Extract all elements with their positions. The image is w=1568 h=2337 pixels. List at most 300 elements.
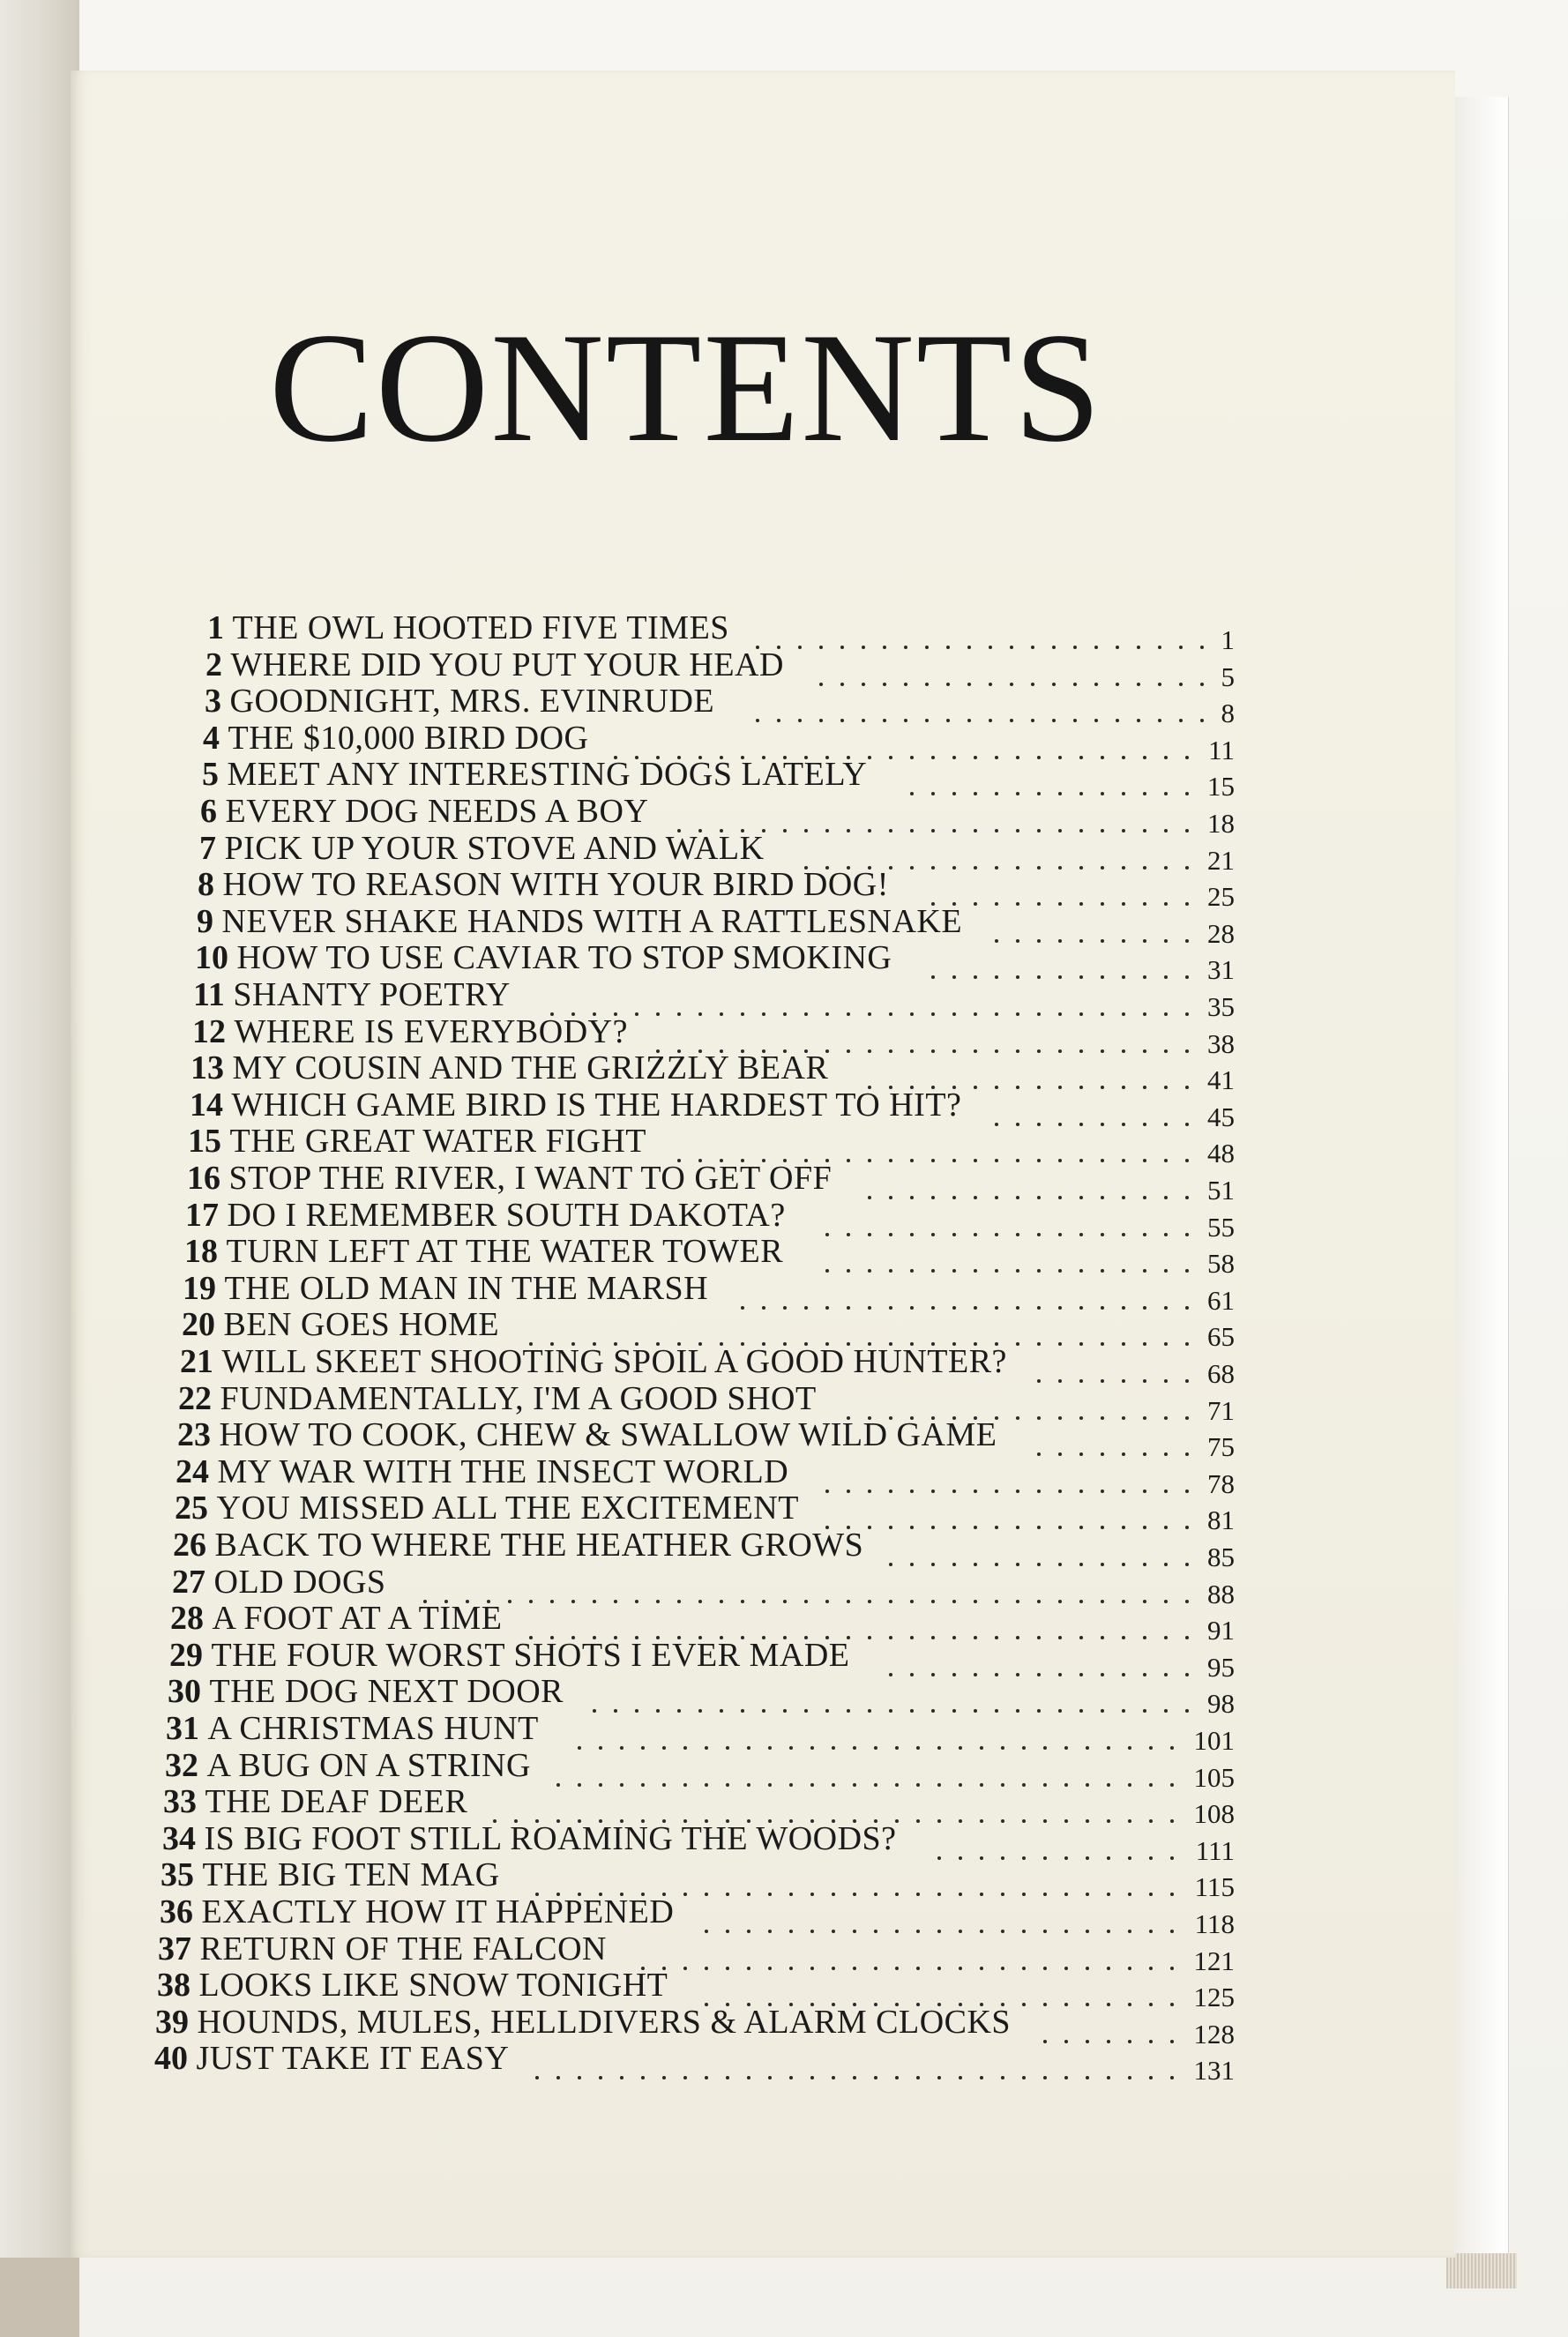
leader-dot (847, 1159, 850, 1162)
leader-dot (1101, 792, 1104, 795)
leader-dot (931, 975, 935, 979)
leader-dot (1164, 1563, 1168, 1566)
toc-entry (175, 1452, 788, 1488)
leader-dot (868, 829, 871, 833)
leader-dot (1107, 1967, 1110, 1970)
leader-dot (910, 1526, 914, 1529)
leader-dot (1016, 1123, 1019, 1126)
leader-dot (1094, 683, 1098, 686)
leader-dot (853, 2076, 856, 2079)
leader-dot (1170, 1783, 1174, 1787)
leader-dot (1079, 1673, 1083, 1676)
leader-dot (1149, 2076, 1153, 2079)
leader-dot (804, 829, 808, 833)
leader-dot (1058, 1086, 1062, 1089)
leader-dot (868, 1636, 871, 1639)
leader-dot (980, 2076, 983, 2079)
leader-dot (1086, 1930, 1089, 1933)
leader-dot (931, 829, 935, 833)
leader-dot (995, 1233, 998, 1236)
leader-dot (910, 1306, 914, 1310)
leader-dot (1158, 683, 1161, 686)
leader-dot (1016, 1306, 1019, 1310)
toc-entry-number: 13 (190, 1049, 224, 1087)
leader-dot (832, 1930, 835, 1933)
leader-dot (1122, 1673, 1125, 1676)
toc-entry (188, 1122, 646, 1161)
leader-dot (989, 719, 992, 722)
leader-dot (1079, 1636, 1083, 1639)
leader-dot (762, 1600, 765, 1603)
leader-dot (1137, 719, 1140, 722)
toc-entry-title: THE GREAT WATER FIGHT (229, 1123, 646, 1161)
leader-dot (853, 1746, 856, 1750)
leader-dot (1185, 829, 1189, 833)
leader-dot (995, 1600, 998, 1603)
leader-dot (889, 1233, 892, 1236)
leader-dot (974, 1012, 977, 1016)
leader-dot (1101, 1636, 1104, 1639)
leader-dot (931, 1636, 935, 1639)
leader-dot (889, 1049, 892, 1053)
leader-dot (1058, 939, 1062, 943)
leader-dot (683, 1967, 687, 1970)
leader-dot (1107, 1819, 1110, 1823)
leader-dot (726, 1967, 729, 1970)
leader-dot (1185, 1673, 1189, 1676)
leader-dot (1149, 1930, 1153, 1933)
leader-dot (1001, 1967, 1004, 1970)
leader-dot (889, 866, 892, 870)
leader-dot (683, 1746, 687, 1750)
toc-entry (185, 1196, 786, 1234)
leader-dot (910, 1159, 914, 1162)
leader-dot (1101, 1526, 1104, 1529)
toc-entry-number: 24 (175, 1452, 209, 1490)
leader-dot (578, 1783, 581, 1787)
leader-dot (910, 1636, 914, 1639)
leader-dot (825, 1306, 829, 1310)
leader-dot (868, 1709, 871, 1713)
leader-dot (1058, 1306, 1062, 1310)
leader-dot (677, 1012, 681, 1016)
toc-entry-title: A FOOT AT A TIME (212, 1600, 503, 1638)
leader-dot (1022, 1746, 1026, 1750)
leader-dot (1037, 1563, 1041, 1566)
leader-dot (1079, 975, 1083, 979)
leader-dot (847, 1269, 850, 1273)
leader-dot (1122, 1123, 1125, 1126)
toc-entry-number: 33 (163, 1783, 197, 1821)
leader-dot (768, 1783, 772, 1787)
leader-dot (1164, 1123, 1168, 1126)
leader-dot (1073, 646, 1077, 649)
leader-dot (974, 756, 977, 759)
leader-dot (1037, 1269, 1041, 1273)
toc-entry (205, 646, 784, 681)
leader-dot (974, 1269, 977, 1273)
leader-dot (995, 939, 998, 943)
leader-dot (1143, 975, 1146, 979)
leader-dot (1016, 1233, 1019, 1236)
leader-dot (705, 1930, 708, 1933)
book-cover-edge (0, 0, 79, 2337)
toc-entry-title: EXACTLY HOW IT HAPPENED (201, 1893, 675, 1930)
leader-dot (874, 1783, 877, 1787)
leader-dot (995, 1196, 998, 1199)
leader-dot (1185, 1306, 1189, 1310)
leader-dot (910, 1196, 914, 1199)
leader-dot (868, 1526, 871, 1529)
leader-dot (1064, 1856, 1068, 1860)
toc-entry (190, 1049, 829, 1087)
leader-dot (508, 1600, 511, 1603)
toc-entry-number: 29 (169, 1636, 203, 1674)
toc-entry (161, 1855, 500, 1894)
leader-dot (1058, 1342, 1062, 1346)
leader-dot (974, 866, 977, 870)
leader-dot (967, 683, 971, 686)
leader-dot (853, 1783, 856, 1787)
toc-entry-page: 31 (1207, 954, 1235, 986)
toc-entry-page: 48 (1207, 1138, 1235, 1169)
toc-entry-number: 18 (184, 1233, 218, 1271)
leader-dot (1037, 1012, 1041, 1016)
leader-dot (1079, 1306, 1083, 1310)
leader-dot (874, 1967, 877, 1970)
toc-entry-page: 81 (1207, 1504, 1235, 1536)
leader-dot (910, 1673, 914, 1676)
leader-dot (741, 1012, 744, 1016)
leader-dot (1022, 2003, 1026, 2006)
leader-dot (952, 1709, 956, 1713)
leader-dot (1058, 1159, 1062, 1162)
leader-dot (889, 1600, 892, 1603)
leader-dot (959, 1783, 962, 1787)
leader-dot (1101, 1600, 1104, 1603)
leader-dot (1122, 1379, 1125, 1383)
toc-entry (197, 902, 963, 940)
leader-dot (825, 1233, 829, 1236)
toc-entry (162, 1819, 897, 1855)
leader-dot (1185, 1416, 1189, 1420)
leader-dot (1101, 1306, 1104, 1310)
leader-dot (1086, 1893, 1089, 1896)
leader-dot (974, 1233, 977, 1236)
leader-dot (635, 1709, 638, 1713)
leader-dot (847, 829, 850, 833)
leader-dot (635, 1600, 638, 1603)
leader-dot (1101, 1342, 1104, 1346)
leader-dot (1086, 1819, 1089, 1823)
leader-dot (1107, 1930, 1110, 1933)
leader-dot (1143, 1490, 1146, 1493)
leader-dot (1022, 2076, 1026, 2079)
leader-dot (1037, 829, 1041, 833)
leader-dot (1037, 792, 1041, 795)
leader-dot (1064, 1783, 1068, 1787)
leader-dot (952, 792, 956, 795)
toc-entry (158, 1930, 607, 1965)
leader-dot (974, 1709, 977, 1713)
leader-dot (931, 1709, 935, 1713)
toc-entry-title: DO I REMEMBER SOUTH DAKOTA? (227, 1196, 786, 1234)
leader-dot (952, 1673, 956, 1676)
leader-dot (705, 1783, 708, 1787)
leader-dot (1022, 1967, 1026, 1970)
leader-dot (916, 1893, 920, 1896)
leader-dot (1128, 1819, 1131, 1823)
leader-dot (895, 1930, 899, 1933)
leader-dot (810, 1746, 814, 1750)
leader-dot (1058, 1196, 1062, 1199)
leader-dot (889, 756, 892, 759)
leader-dot (683, 1783, 687, 1787)
leader-dot (889, 1709, 892, 1713)
leader-dot (1179, 683, 1183, 686)
leader-dot (1122, 829, 1125, 833)
leader-dot (874, 2076, 877, 2079)
leader-dot (868, 1600, 871, 1603)
leader-dot (1043, 2040, 1047, 2043)
leader-dot (931, 1673, 935, 1676)
leader-dot (1037, 1490, 1041, 1493)
toc-entry (169, 1636, 850, 1674)
leader-dot (1043, 1783, 1047, 1787)
toc-entry-number: 37 (158, 1930, 191, 1967)
leader-dot (1043, 1819, 1047, 1823)
leader-dot (726, 2076, 729, 2079)
leader-dot (889, 829, 892, 833)
leader-dot (1043, 2003, 1047, 2006)
toc-entry-title: WHICH GAME BIRD IS THE HARDEST TO HIT? (231, 1086, 962, 1124)
book-page (71, 71, 1455, 2258)
leader-dot (620, 2076, 623, 2079)
leader-dot (783, 829, 787, 833)
leader-dot (959, 2076, 962, 2079)
leader-dot (1058, 1049, 1062, 1053)
leader-dot (904, 719, 907, 722)
toc-entry-page: 115 (1194, 1871, 1235, 1903)
leader-dot (874, 1893, 877, 1896)
leader-dot (916, 1819, 920, 1823)
leader-dot (726, 1893, 729, 1896)
toc-entry-title: BEN GOES HOME (223, 1306, 500, 1344)
toc-entry (187, 1159, 833, 1197)
leader-dot (1122, 1306, 1125, 1310)
leader-dot (862, 719, 865, 722)
leader-dot (1064, 1746, 1068, 1750)
leader-dot (1064, 2076, 1068, 2079)
leader-dot (1143, 1563, 1146, 1566)
leader-dot (1037, 1636, 1041, 1639)
toc-entry-title: THE $10,000 BIRD DOG (228, 719, 589, 757)
leader-dot (895, 1746, 899, 1750)
leader-dot (1143, 1196, 1146, 1199)
leader-dot (937, 1967, 941, 1970)
leader-dot (1016, 829, 1019, 833)
leader-dot (1001, 1930, 1004, 1933)
leader-dot (874, 1746, 877, 1750)
leader-dot (1086, 2076, 1089, 2079)
leader-dot (683, 1893, 687, 1896)
leader-dot (804, 1012, 808, 1016)
leader-dot (1079, 1123, 1083, 1126)
leader-dot (1079, 756, 1083, 759)
leader-dot (889, 1159, 892, 1162)
leader-dot (798, 719, 802, 722)
toc-entry-title: BACK TO WHERE THE HEATHER GROWS (214, 1527, 864, 1564)
leader-dot (789, 1967, 793, 1970)
leader-dot (1064, 1930, 1068, 1933)
leader-dot (937, 1893, 941, 1896)
leader-dot (847, 1233, 850, 1236)
leader-dot (931, 1159, 935, 1162)
leader-dot (952, 1049, 956, 1053)
leader-dot (1079, 1049, 1083, 1053)
leader-dot (995, 829, 998, 833)
leader-dot (1122, 975, 1125, 979)
leader-dot (825, 1269, 829, 1273)
toc-entry-number: 25 (175, 1490, 208, 1527)
leader-dot (825, 1012, 829, 1016)
leader-dot (1043, 2076, 1047, 2079)
leader-dot (931, 1526, 935, 1529)
leader-dot (1164, 1196, 1168, 1199)
leader-dot (1079, 902, 1083, 906)
leader-dot (1086, 1856, 1089, 1860)
leader-dot (980, 1783, 983, 1787)
leader-dot (832, 1967, 835, 1970)
leader-dot (931, 1306, 935, 1310)
toc-entry-page: 75 (1207, 1431, 1235, 1463)
leader-dot (720, 1600, 723, 1603)
leader-dot (1164, 1233, 1168, 1236)
leader-dot (995, 1526, 998, 1529)
leader-dot (783, 1306, 787, 1310)
leader-dot (747, 1893, 750, 1896)
leader-dot (1064, 1819, 1068, 1823)
toc-entry-title: GOODNIGHT, MRS. EVINRUDE (229, 683, 715, 721)
toc-entry-page: 38 (1207, 1027, 1235, 1059)
leader-dot (1037, 1306, 1041, 1310)
leader-dot (1064, 2003, 1068, 2006)
leader-dot (1037, 1673, 1041, 1676)
toc-entry-page: 65 (1207, 1321, 1235, 1353)
leader-dot (952, 1196, 956, 1199)
leader-dot (1037, 1379, 1041, 1383)
leader-dot (1101, 1049, 1104, 1053)
toc-entry-page: 68 (1207, 1358, 1235, 1389)
toc-entry (172, 1563, 386, 1601)
toc-entry-title: THE OLD MAN IN THE MARSH (224, 1269, 709, 1307)
leader-dot (937, 1856, 941, 1860)
leader-dot (1037, 756, 1041, 759)
leader-dot (853, 1930, 856, 1933)
leader-dot (1101, 1123, 1104, 1126)
leader-dot (768, 1746, 772, 1750)
toc-entry-number: 15 (188, 1123, 221, 1161)
leader-dot (1164, 866, 1168, 870)
leader-dot (1128, 2076, 1131, 2079)
leader-dot (937, 1930, 941, 1933)
leader-dot (1122, 792, 1125, 795)
leader-dot (904, 646, 907, 649)
leader-dot (1037, 1342, 1041, 1346)
leader-dot (1149, 1819, 1153, 1823)
leader-dot (620, 1783, 623, 1787)
toc-entry-number: 40 (154, 2040, 188, 2078)
leader-dot (1170, 1930, 1174, 1933)
leader-dot (1010, 719, 1013, 722)
leader-dot (641, 1783, 645, 1787)
leader-dot (974, 1306, 977, 1310)
leader-dot (980, 1746, 983, 1750)
leader-dot (1058, 829, 1062, 833)
leader-dot (641, 2076, 645, 2079)
toc-entry (202, 755, 868, 794)
leader-dot (916, 1783, 920, 1787)
leader-dot (1022, 1893, 1026, 1896)
leader-dot (1073, 683, 1077, 686)
leader-dot (974, 1636, 977, 1639)
leader-dot (1016, 1673, 1019, 1676)
leader-dot (868, 1306, 871, 1310)
leader-dot (1043, 1856, 1047, 1860)
leader-dot (810, 1893, 814, 1896)
leader-dot (952, 1526, 956, 1529)
leader-dot (1086, 1967, 1089, 1970)
leader-dot (720, 1012, 723, 1016)
leader-dot (1164, 829, 1168, 833)
toc-entry-title: MY COUSIN AND THE GRIZZLY BEAR (232, 1049, 829, 1087)
leader-dot (937, 1783, 941, 1787)
leader-dot (959, 1746, 962, 1750)
leader-dot (995, 1709, 998, 1713)
toc-entry-number: 9 (197, 902, 213, 940)
leader-dot (995, 1563, 998, 1566)
leader-dot (974, 1196, 977, 1199)
leader-dot (952, 1600, 956, 1603)
leader-dot (1037, 1123, 1041, 1126)
leader-dot (825, 1709, 829, 1713)
leader-dot (656, 1012, 660, 1016)
leader-dot (952, 1306, 956, 1310)
leader-dot (910, 1049, 914, 1053)
leader-dot (1037, 1196, 1041, 1199)
leader-dot (756, 719, 759, 722)
leader-dot (995, 1123, 998, 1126)
leader-dot (910, 829, 914, 833)
leader-dot (1016, 1600, 1019, 1603)
leader-dot (1158, 646, 1161, 649)
leader-dot (1037, 1049, 1041, 1053)
leader-dot (1079, 1416, 1083, 1420)
leader-dot (1037, 1233, 1041, 1236)
toc-entry-page: 101 (1193, 1725, 1235, 1756)
leader-dot (916, 1746, 920, 1750)
leader-dot (952, 1012, 956, 1016)
leader-dot (1122, 1159, 1125, 1162)
leader-dot (910, 1600, 914, 1603)
leader-dot (1128, 1746, 1131, 1750)
leader-dot (1016, 1636, 1019, 1639)
leader-dot (832, 1783, 835, 1787)
leader-dot (1122, 1416, 1125, 1420)
leader-dot (1164, 939, 1168, 943)
leader-dot (889, 1673, 892, 1676)
toc-entry-number: 17 (185, 1196, 219, 1234)
